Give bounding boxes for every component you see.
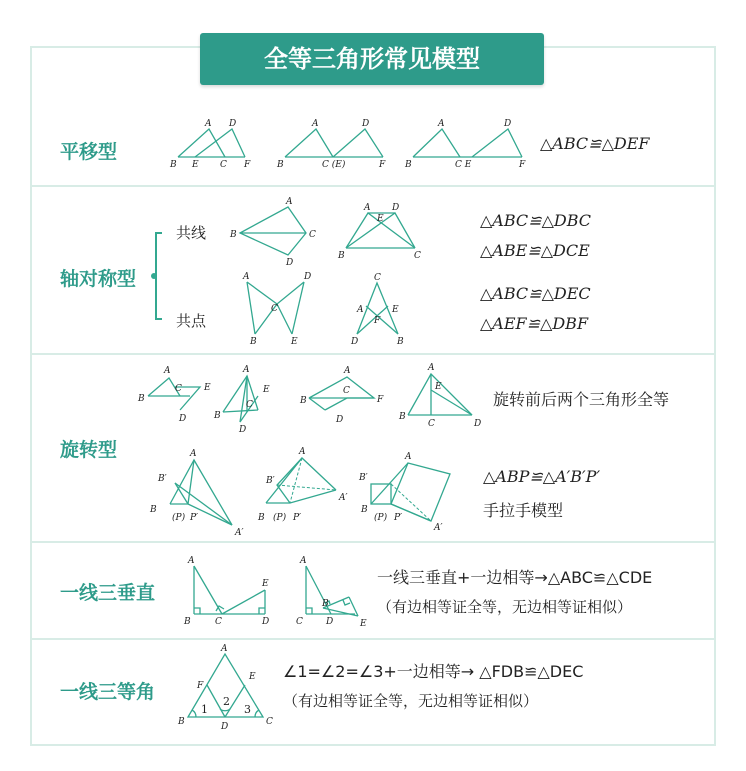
svg-text:C E: C E xyxy=(455,160,472,170)
svg-text:2: 2 xyxy=(223,695,230,708)
svg-text:A′: A′ xyxy=(235,528,244,538)
svg-text:A′: A′ xyxy=(339,493,348,503)
svg-text:F: F xyxy=(244,160,251,170)
svg-text:C: C xyxy=(215,617,222,627)
rotation-note: 旋转前后两个三角形全等 xyxy=(493,390,670,409)
svg-text:E: E xyxy=(435,382,442,392)
svg-text:D: D xyxy=(326,617,334,627)
svg-text:C: C xyxy=(343,386,350,396)
svg-text:C: C xyxy=(296,617,303,627)
svg-text:A: A xyxy=(300,556,307,566)
rotation-hand-figure-2 xyxy=(257,447,348,523)
equal-angles-figure xyxy=(177,644,273,732)
svg-text:C: C xyxy=(220,160,227,170)
conclusion: ∠1=∠2=∠3+一边相等→ △FDB≌△DEC xyxy=(283,662,584,681)
svg-text:C: C xyxy=(414,251,421,261)
svg-text:A: A xyxy=(205,119,212,129)
svg-text:A′: A′ xyxy=(434,523,443,533)
svg-text:C: C xyxy=(374,273,381,283)
svg-text:3: 3 xyxy=(244,703,251,716)
svg-text:C: C xyxy=(428,419,435,429)
svg-text:B: B xyxy=(178,717,185,727)
section-translation: 平移型 xyxy=(60,141,118,163)
svg-text:A: A xyxy=(299,447,306,457)
svg-text:B: B xyxy=(300,396,307,406)
svg-text:C: C xyxy=(271,304,278,314)
svg-text:(P): (P) xyxy=(273,513,287,523)
svg-text:E: E xyxy=(377,214,384,224)
section-one-line-three-perpendicular: 一线三垂直 xyxy=(60,582,156,604)
note: （有边相等证全等，无边相等证相似） xyxy=(377,598,633,616)
svg-text:F: F xyxy=(379,160,386,170)
svg-text:D: D xyxy=(336,415,344,425)
symmetry-collinear-figure-1 xyxy=(229,197,316,268)
rotation-hand-figure-1 xyxy=(149,449,244,538)
note: （有边相等证全等，无边相等证相似） xyxy=(283,692,539,710)
svg-text:D: D xyxy=(262,617,270,627)
translation-figure-3 xyxy=(404,119,526,170)
svg-text:A: A xyxy=(312,119,319,129)
svg-text:B: B xyxy=(214,411,221,421)
svg-text:B: B xyxy=(258,513,265,523)
svg-text:B: B xyxy=(184,617,191,627)
svg-text:A: A xyxy=(428,363,435,373)
svg-text:B′: B′ xyxy=(158,474,167,484)
svg-text:D: D xyxy=(229,119,237,129)
rotation-figure-2 xyxy=(213,365,270,435)
svg-text:(P): (P) xyxy=(374,513,388,523)
svg-text:D: D xyxy=(179,414,187,424)
conclusion: △ABP≌△A′B′P′ xyxy=(483,467,601,486)
svg-text:1: 1 xyxy=(201,703,208,716)
svg-text:B: B xyxy=(150,505,157,515)
rotation-figure-3 xyxy=(299,366,384,425)
svg-text:A: A xyxy=(243,365,250,375)
subgroup-label-collinear: 共线 xyxy=(176,224,207,242)
conclusion: △AEF≌△DBF xyxy=(480,314,589,333)
svg-text:B′: B′ xyxy=(266,476,275,486)
translation-figure-1 xyxy=(169,119,251,170)
svg-text:A: A xyxy=(286,197,293,207)
symmetry-common-point-figure-1 xyxy=(242,272,311,347)
section-rotation: 旋转型 xyxy=(60,439,118,461)
svg-text:F: F xyxy=(377,395,384,405)
svg-text:B: B xyxy=(397,337,404,347)
symmetry-common-point-figure-2 xyxy=(350,273,404,347)
svg-text:F: F xyxy=(519,160,526,170)
svg-text:B: B xyxy=(230,230,237,240)
subgroup-label-common-point: 共点 xyxy=(176,312,207,330)
svg-text:C (E): C (E) xyxy=(322,160,346,170)
svg-text:D: D xyxy=(286,258,294,268)
svg-text:D: D xyxy=(504,119,512,129)
rotation-hand-figure-3 xyxy=(358,452,450,533)
conclusion: △ABC≌△DBC xyxy=(480,211,591,230)
svg-text:E: E xyxy=(291,337,298,347)
svg-text:A: A xyxy=(344,366,351,376)
svg-text:D: D xyxy=(474,419,482,429)
svg-text:B: B xyxy=(338,251,345,261)
svg-text:A: A xyxy=(164,366,171,376)
rotation-figure-1 xyxy=(137,366,211,424)
conclusion: 一线三垂直+一边相等→△ABC≌△CDE xyxy=(377,568,653,587)
svg-text:D: D xyxy=(351,337,359,347)
svg-text:C: C xyxy=(246,400,253,410)
svg-text:A: A xyxy=(221,644,228,654)
svg-text:E: E xyxy=(262,579,269,589)
svg-text:(P): (P) xyxy=(172,513,186,523)
conclusion: △ABE≌△DCE xyxy=(480,241,590,260)
svg-text:D: D xyxy=(239,425,247,435)
svg-text:A: A xyxy=(190,449,197,459)
svg-text:D: D xyxy=(304,272,312,282)
svg-text:A: A xyxy=(188,556,195,566)
section-one-line-three-equal-angles: 一线三等角 xyxy=(60,681,156,703)
svg-text:B: B xyxy=(277,160,284,170)
symmetry-collinear-figure-2 xyxy=(337,203,421,261)
svg-text:P′: P′ xyxy=(394,513,403,523)
svg-text:F: F xyxy=(197,681,204,691)
svg-text:B: B xyxy=(405,160,412,170)
svg-text:B: B xyxy=(399,412,406,422)
svg-text:C: C xyxy=(309,230,316,240)
perpendicular-figure-2 xyxy=(296,556,367,629)
conclusion: △ABC≌△DEF xyxy=(540,134,650,153)
section-axial-symmetry: 轴对称型 xyxy=(60,268,137,290)
svg-text:B′: B′ xyxy=(359,473,368,483)
svg-text:D: D xyxy=(392,203,400,213)
svg-text:A: A xyxy=(405,452,412,462)
conclusion: △ABC≌△DEC xyxy=(480,284,591,303)
svg-text:E: E xyxy=(204,383,211,393)
svg-text:A: A xyxy=(438,119,445,129)
svg-text:B: B xyxy=(322,599,329,609)
perpendicular-figure-1 xyxy=(183,556,269,627)
svg-text:P′: P′ xyxy=(293,513,302,523)
svg-text:B: B xyxy=(170,160,177,170)
svg-text:E: E xyxy=(192,160,199,170)
svg-text:E: E xyxy=(360,619,367,629)
svg-text:E: E xyxy=(392,305,399,315)
svg-text:D: D xyxy=(221,722,229,732)
svg-text:A: A xyxy=(243,272,250,282)
svg-text:A: A xyxy=(364,203,371,213)
model-name: 手拉手模型 xyxy=(483,501,564,520)
svg-text:B: B xyxy=(361,505,368,515)
svg-text:B: B xyxy=(250,337,257,347)
translation-figure-2 xyxy=(276,119,386,170)
svg-text:E: E xyxy=(249,672,256,682)
svg-text:E: E xyxy=(263,385,270,395)
svg-text:D: D xyxy=(362,119,370,129)
rotation-figure-4 xyxy=(398,363,481,429)
title-banner: 全等三角形常见模型 xyxy=(200,33,544,85)
svg-text:C: C xyxy=(175,384,182,394)
svg-text:C: C xyxy=(266,717,273,727)
svg-text:A: A xyxy=(357,305,364,315)
svg-text:F: F xyxy=(374,316,381,326)
svg-text:P′: P′ xyxy=(190,513,199,523)
svg-text:B: B xyxy=(138,394,145,404)
